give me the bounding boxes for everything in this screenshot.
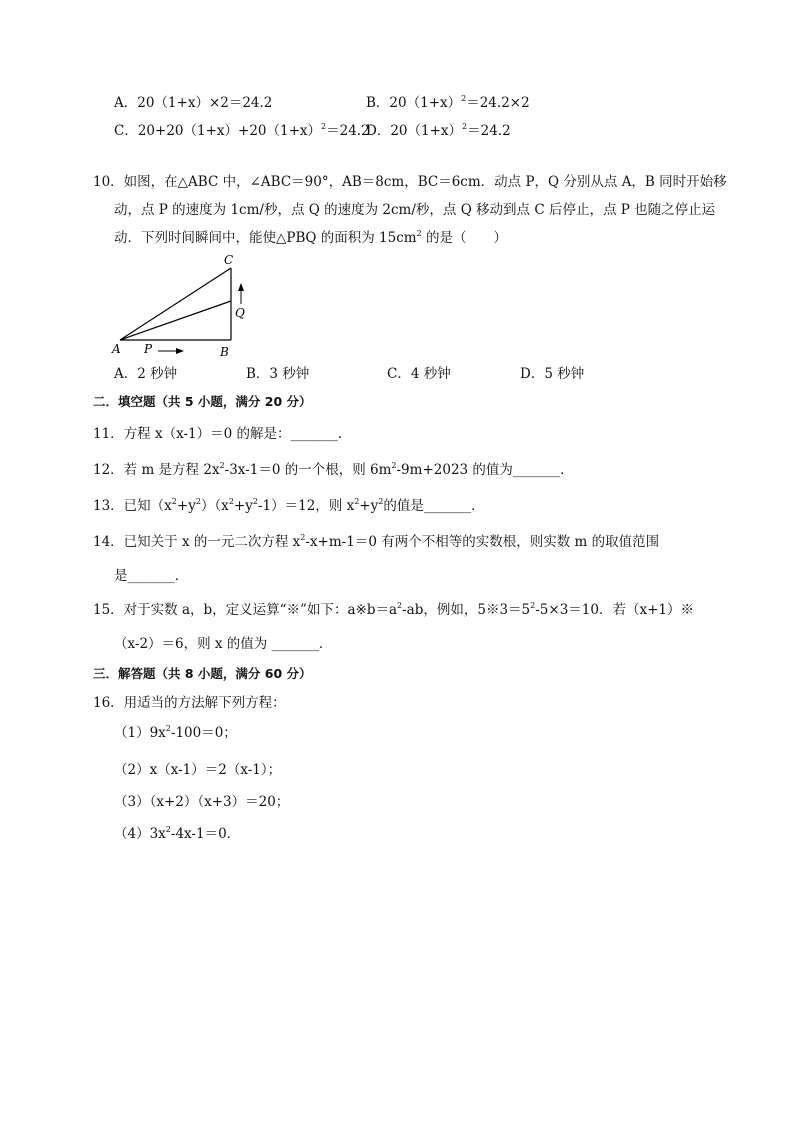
q12-exponent-2: 2 [391,461,397,470]
q10-option-d [520,364,584,384]
q16-sub-1-rhs: -100＝0； [170,725,237,741]
segment-aq [120,301,231,340]
q12-text-3: -9m+2023 的值为_______． [396,462,574,478]
q10-option-a-text: A．2 秒钟 [114,366,178,382]
q16-title [93,693,286,713]
q15-line-2 [114,634,332,654]
q9-option-d-rhs: ＝24.2 [467,123,511,139]
q14-line-2 [114,566,188,586]
q9-option-c-text: C．20+20（1+x）+20（1+x） [114,123,322,139]
q12 [93,460,574,480]
q10-line-3 [114,228,507,248]
q-arrow-head [238,283,244,291]
q9-option-d-text: D．20（1+x） [366,123,463,139]
label-a: A [112,342,121,356]
label-c: C [224,253,234,267]
q16-sub-4-rhs: -4x-1＝0． [170,826,241,842]
q10-option-b [246,364,309,384]
q15-text-2: -ab，例如，5※3＝5 [402,602,531,618]
q16-sub-1-text: （1）9x [114,725,166,741]
q16-sub-1-exponent: 2 [165,724,171,733]
q16-title-text: 16．用适当的方法解下列方程： [93,695,286,711]
q16-sub-4 [114,824,240,844]
q15-text-1: 15．对于实数 a，b，定义运算“※”如下：a※b＝a [93,602,398,618]
q10-line-1 [93,172,727,192]
q13-exp-1: 2 [171,497,177,506]
q10-stem-2: 动，点 P 的速度为 1cm/秒，点 Q 的速度为 2cm/秒，点 Q 移动到点 C 后停止，点 P 也随之停止运 [114,202,716,218]
q13-text-6: +y [359,498,379,514]
q10-stem-1: 10．如图，在△ABC 中，∠ABC＝90°，AB＝8cm，BC＝6cm．动点 P，Q 分别从点 A，B 同时开始移 [93,174,727,190]
q14-text-3: 是_______． [114,568,189,584]
q13 [93,496,485,516]
q10-area-exponent: 2 [416,229,422,238]
label-q: Q [235,306,245,320]
q10-option-a [114,364,177,384]
q10-option-c-text: C．4 秒钟 [387,366,451,382]
q12-text-2: -3x-1＝0 的一个根，则 6m [224,462,392,478]
q14-exponent: 2 [300,533,306,542]
q11-text: 11．方程 x（x-1）＝0 的解是：_______． [93,426,352,442]
q16-sub-2 [114,760,281,780]
q9-option-b-rhs: ＝24.2×2 [466,95,530,111]
q10-option-b-text: B．3 秒钟 [246,366,310,382]
side-ac [120,268,231,340]
q9-option-c-rhs: ＝24.2 [326,123,370,139]
q10-option-c [387,364,451,384]
q16-sub-4-exponent: 2 [165,825,171,834]
q16-sub-2-text: （2）x（x-1）＝2（x-1）； [114,762,282,778]
q10-option-d-text: D．5 秒钟 [520,366,585,382]
q14-line-1 [93,532,659,552]
q15-exponent-2: 2 [530,601,536,610]
q13-text-5: -1）＝12，则 x [257,498,355,514]
q11 [93,424,351,444]
q13-exp-3: 2 [228,497,234,506]
q12-exponent-1: 2 [219,461,225,470]
label-b: B [220,345,229,359]
q16-sub-3-text: （3）（x+2）（x+3）＝20； [114,794,290,810]
q9-option-b [366,93,530,113]
label-p: P [144,342,153,356]
q15-text-3: -5×3＝10．若（x+1）※ [535,602,694,618]
section-3-heading [93,664,312,684]
q10-stem-3-end: 的是（ ） [421,230,507,246]
q15-line-1 [93,600,694,620]
q9-option-a-text: A．20（1+x）×2＝24.2 [114,95,273,111]
q16-sub-1 [114,723,237,743]
q9-option-b-exponent: 2 [461,94,467,103]
q10-line-2 [114,200,715,220]
p-arrow-head [176,348,184,354]
q9-option-d-exponent: 2 [462,122,468,131]
triangle-figure [108,252,258,362]
q13-text-1: 13．已知（x [93,498,172,514]
q14-text-1: 14．已知关于 x 的一元二次方程 x [93,534,301,550]
q13-text-7: 的值是_______． [383,498,485,514]
q13-text-4: +y [233,498,253,514]
section-2-title: 二．填空题（共 5 小题，满分 20 分） [93,394,312,409]
q13-exp-2: 2 [195,497,201,506]
q10-stem-3: 动．下列时间瞬间中，能使△PBQ 的面积为 15cm [114,230,417,246]
q16-sub-3 [114,792,289,812]
q13-text-2: +y [176,498,196,514]
q13-exp-5: 2 [354,497,360,506]
q9-option-c [114,121,370,141]
q9-option-a [114,93,272,113]
q9-option-d [366,121,511,141]
section-2-heading [93,392,312,412]
q13-exp-4: 2 [252,497,258,506]
q12-text-1: 12．若 m 是方程 2x [93,462,220,478]
q15-text-4: （x-2）＝6，则 x 的值为 _______． [114,636,333,652]
q9-option-c-exponent: 2 [321,122,327,131]
section-3-title: 三．解答题（共 8 小题，满分 60 分） [93,666,312,681]
q16-sub-4-text: （4）3x [114,826,166,842]
q9-option-b-text: B．20（1+x） [366,95,462,111]
q13-text-3: ）（x [200,498,229,514]
q14-text-2: -x+m-1＝0 有两个不相等的实数根，则实数 m 的取值范围 [305,534,660,550]
q13-exp-6: 2 [378,497,384,506]
q15-exponent-1: 2 [397,601,403,610]
